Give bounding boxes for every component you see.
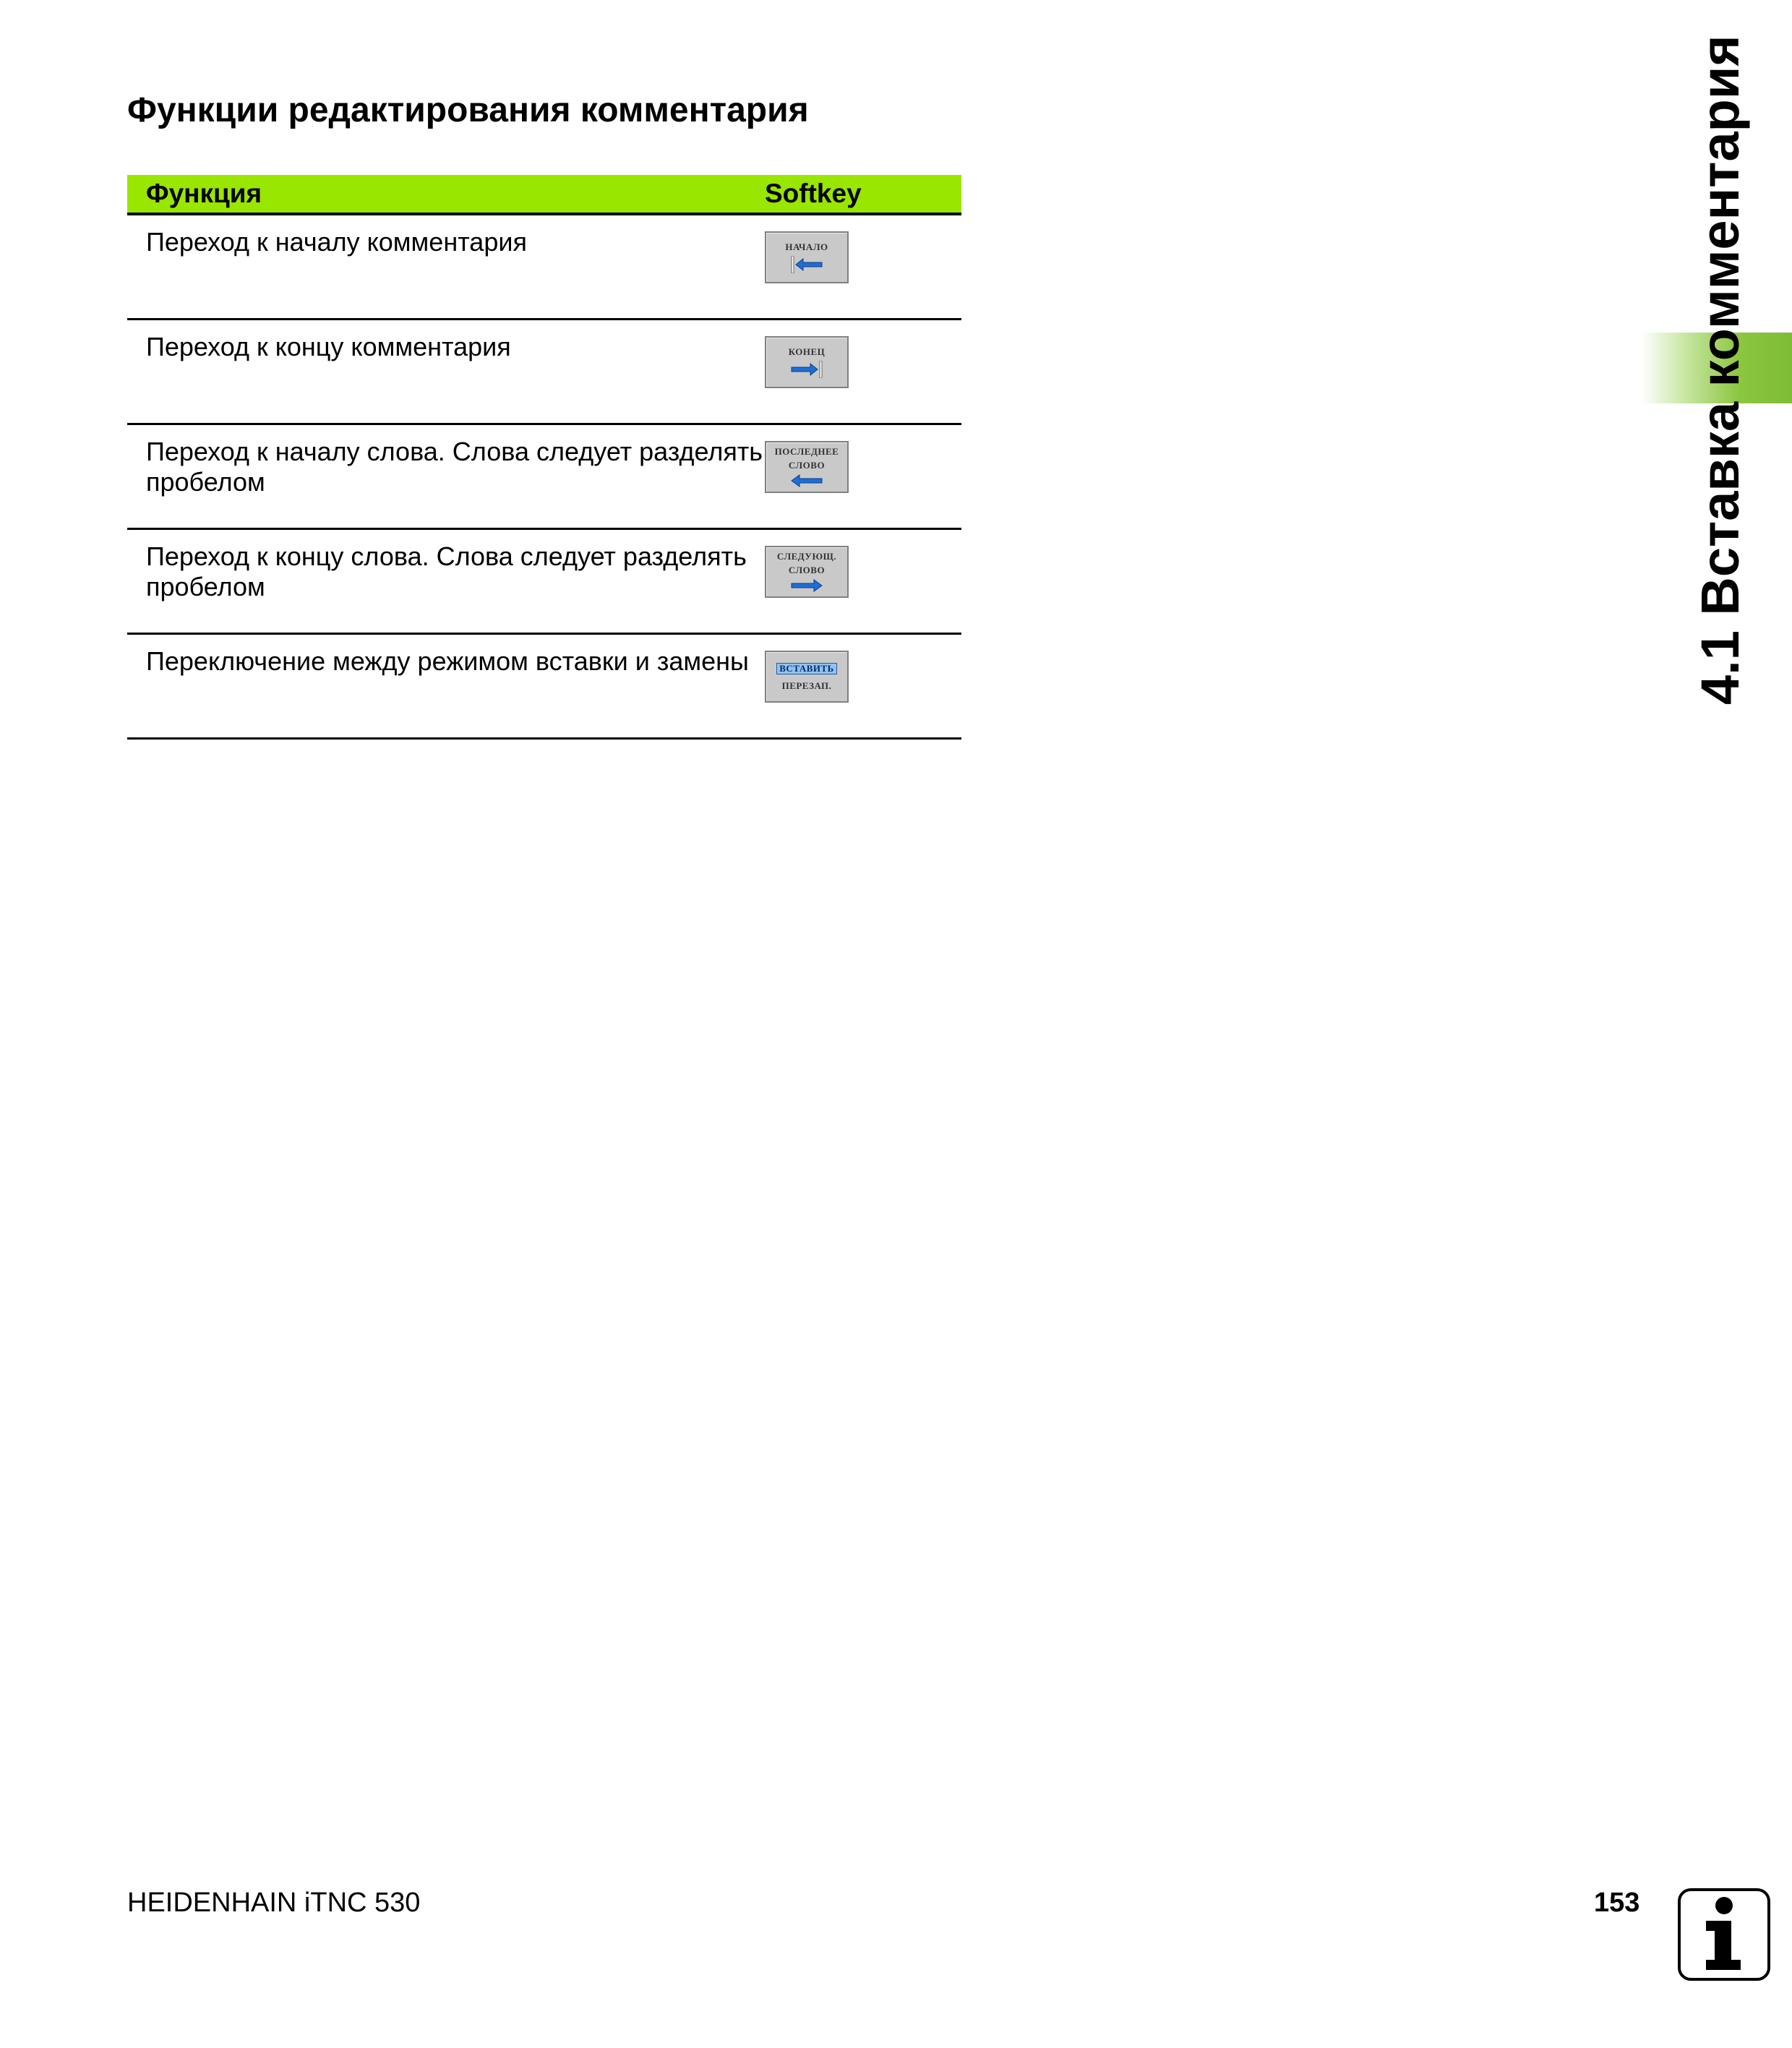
table-row <box>127 634 961 739</box>
softkey-label: СЛЕДУЮЩ. <box>776 551 837 562</box>
arrow-left-icon <box>790 474 823 487</box>
softkey-label-active: ВСТАВИТЬ <box>776 663 837 674</box>
softkey-label: НАЧАЛО <box>785 241 828 252</box>
function-description: Переход к концу слова. Слова следует разделять пробелом <box>127 529 765 634</box>
page-number: 153 <box>1594 1888 1640 1918</box>
table-row <box>127 529 961 634</box>
function-description: Переход к началу комментария <box>127 214 765 320</box>
function-description: Переход к концу комментария <box>127 320 765 424</box>
softkey-start-button[interactable] <box>765 231 849 283</box>
softkey-label: ПОСЛЕДНЕЕ <box>774 446 839 457</box>
arrow-right-icon <box>790 579 823 592</box>
table-row <box>127 214 961 320</box>
softkey-label: ПЕРЕЗАП. <box>781 680 832 691</box>
softkey-label: КОНЕЦ <box>788 346 826 357</box>
header-function: Функция <box>127 175 765 214</box>
softkey-table <box>127 175 961 740</box>
softkey-label: СЛОВО <box>788 460 826 471</box>
footer-product-name: HEIDENHAIN iTNC 530 <box>127 1888 421 1918</box>
softkey-previous-word-button[interactable] <box>765 441 849 493</box>
info-icon[interactable] <box>1677 1888 1771 1981</box>
table-row <box>127 424 961 529</box>
softkey-end-button[interactable] <box>765 336 849 388</box>
page-title: Функции редактирования комментария <box>127 91 809 129</box>
softkey-label: СЛОВО <box>788 565 826 575</box>
table-header-row <box>127 175 961 214</box>
chapter-side-title: 4.1 Вставка комментария <box>1690 35 1750 705</box>
arrow-right-to-bar-icon <box>789 361 825 378</box>
softkey-insert-overwrite-button[interactable] <box>765 651 849 703</box>
function-description: Переход к началу слова. Слова следует разделять пробелом <box>127 424 765 529</box>
softkey-next-word-button[interactable] <box>765 546 849 598</box>
function-description: Переключение между режимом вставки и замены <box>127 634 765 739</box>
arrow-left-to-bar-icon <box>789 256 825 273</box>
table-row <box>127 320 961 424</box>
header-softkey: Softkey <box>765 175 961 214</box>
